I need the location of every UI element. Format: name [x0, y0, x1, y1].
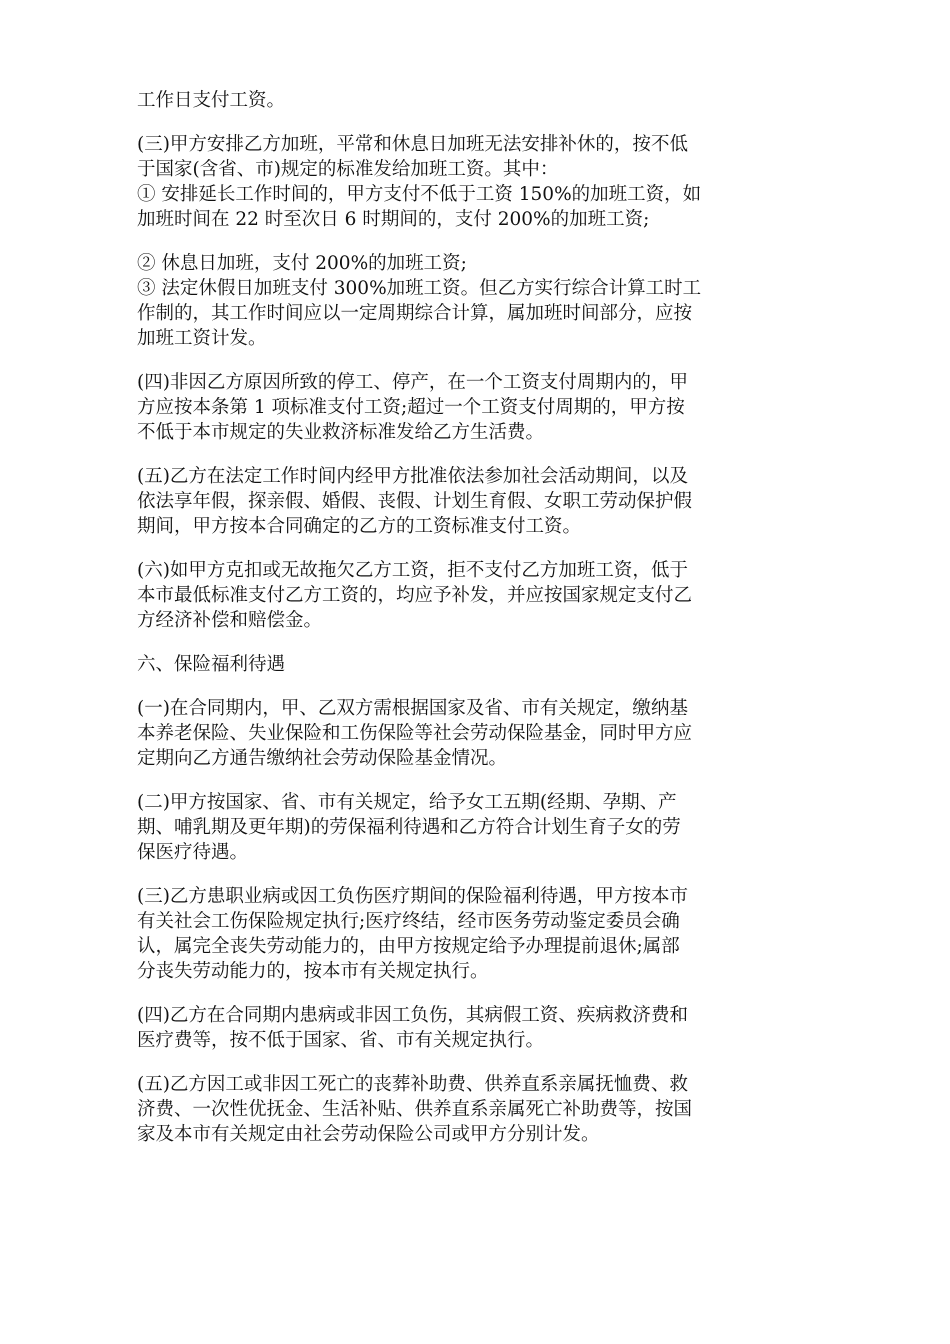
text-line: 方应按本条第 1 项标准支付工资;超过一个工资支付周期的，甲方按 [137, 397, 685, 418]
document-page [137, 88, 817, 1147]
section-heading: 六、保险福利待遇 [137, 654, 286, 675]
text-line: 济费、一次性优抚金、生活补贴、供养直系亲属死亡补助费等，按国 [137, 1099, 693, 1120]
text-line: 定期向乙方通告缴纳社会劳动保险基金情况。 [137, 748, 508, 769]
text-line: 作制的，其工作时间应以一定周期综合计算，属加班时间部分，应按 [137, 303, 693, 324]
text-line: 不低于本市规定的失业救济标准发给乙方生活费。 [137, 422, 545, 443]
text-line: (四)非因乙方原因所致的停工、停产，在一个工资支付周期内的，甲 [137, 372, 688, 393]
text-line: 依法享年假，探亲假、婚假、丧假、计划生育假、女职工劳动保护假 [137, 491, 693, 512]
section-heading-insurance [137, 652, 817, 677]
text-line: 本市最低标准支付乙方工资的，均应予补发，并应按国家规定支付乙 [137, 585, 693, 606]
text-line: ② 休息日加班，支付 200%的加班工资; [137, 253, 467, 274]
paragraph-intro [137, 88, 817, 113]
text-line: (三)乙方患职业病或因工负伤医疗期间的保险福利待遇，甲方按本市 [137, 886, 688, 907]
paragraph-overtime-rest-holiday [137, 251, 817, 351]
text-line: 保医疗待遇。 [137, 842, 249, 863]
paragraph-wage-arrears [137, 558, 817, 633]
text-line: ③ 法定休假日加班支付 300%加班工资。但乙方实行综合计算工时工 [137, 278, 702, 299]
text-line: 分丧失劳动能力的，按本市有关规定执行。 [137, 961, 489, 982]
text-line: 工作日支付工资。 [137, 90, 286, 111]
text-line: 期间，甲方按本合同确定的乙方的工资标准支付工资。 [137, 516, 582, 537]
text-line: 本养老保险、失业保险和工伤保险等社会劳动保险基金，同时甲方应 [137, 723, 693, 744]
text-line: (三)甲方安排乙方加班，平常和休息日加班无法安排补休的，按不低 [137, 134, 688, 155]
text-line: (五)乙方因工或非因工死亡的丧葬补助费、供养直系亲属抚恤费、救 [137, 1074, 688, 1095]
text-line: ① 安排延长工作时间的，甲方支付不低于工资 150%的加班工资，如 [137, 184, 702, 205]
paragraph-female-workers [137, 790, 817, 865]
text-line: 加班时间在 22 时至次日 6 时期间的，支付 200%的加班工资; [137, 209, 650, 230]
text-line: (五)乙方在法定工作时间内经甲方批准依法参加社会活动期间，以及 [137, 466, 688, 487]
paragraph-overtime [137, 132, 817, 232]
text-line: 于国家(含省、市)规定的标准发给加班工资。其中： [137, 159, 559, 180]
text-line: 医疗费等，按不低于国家、省、市有关规定执行。 [137, 1030, 545, 1051]
paragraph-leave-pay [137, 464, 817, 539]
text-line: 家及本市有关规定由社会劳动保险公司或甲方分别计发。 [137, 1124, 600, 1145]
text-line: 有关社会工伤保险规定执行;医疗终结，经市医务劳动鉴定委员会确 [137, 911, 680, 932]
text-line: 期、哺乳期及更年期)的劳保福利待遇和乙方符合计划生育子女的劳 [137, 817, 681, 838]
paragraph-work-injury [137, 884, 817, 984]
paragraph-social-insurance [137, 696, 817, 771]
text-line: 加班工资计发。 [137, 328, 267, 349]
text-line: 认，属完全丧失劳动能力的，由甲方按规定给予办理提前退休;属部 [137, 936, 680, 957]
text-line: (六)如甲方克扣或无故拖欠乙方工资，拒不支付乙方加班工资，低于 [137, 560, 688, 581]
paragraph-death-benefits [137, 1072, 817, 1147]
text-line: (一)在合同期内，甲、乙双方需根据国家及省、市有关规定，缴纳基 [137, 698, 688, 719]
text-line: 方经济补偿和赔偿金。 [137, 610, 323, 631]
text-line: (二)甲方按国家、省、市有关规定，给予女工五期(经期、孕期、产 [137, 792, 677, 813]
text-line: (四)乙方在合同期内患病或非因工负伤，其病假工资、疾病救济费和 [137, 1005, 688, 1026]
paragraph-sick-leave [137, 1003, 817, 1053]
paragraph-work-stoppage [137, 370, 817, 445]
